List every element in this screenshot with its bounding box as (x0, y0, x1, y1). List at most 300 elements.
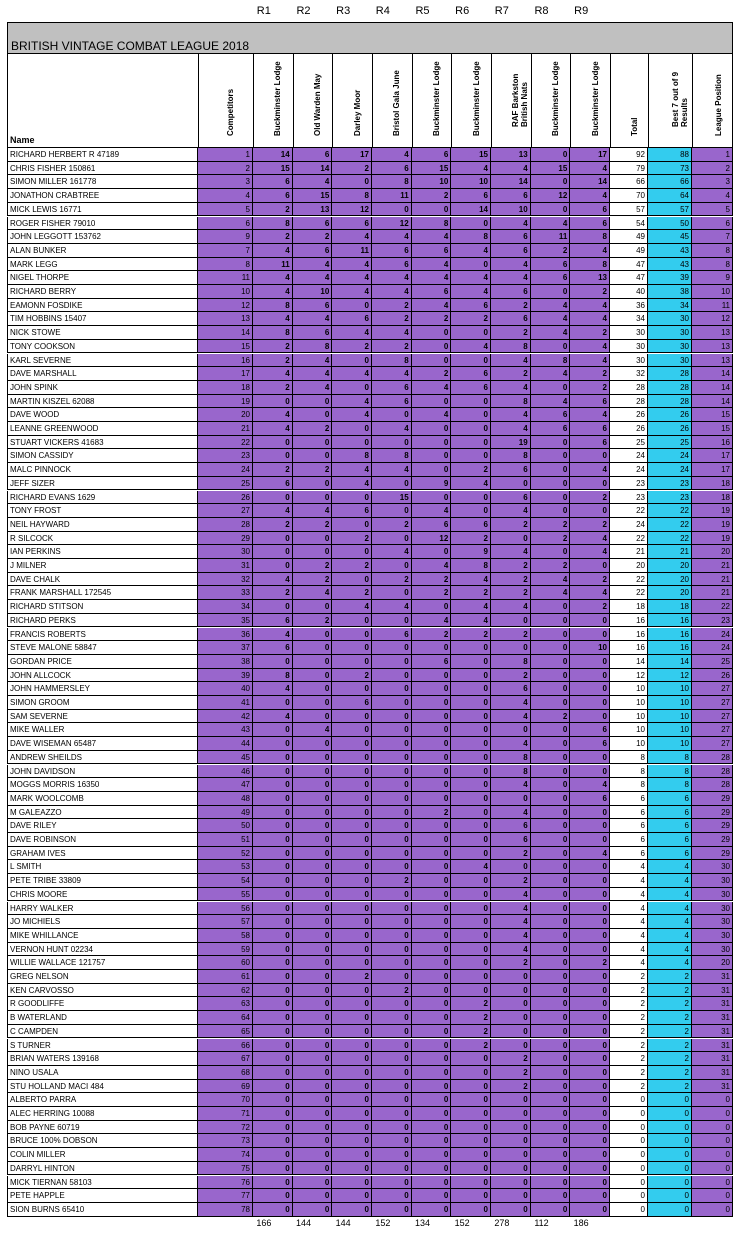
round-score-cell: 6 (292, 244, 332, 258)
competitor-number-cell: 2 (197, 162, 252, 176)
league-position-cell: 21 (691, 559, 733, 573)
competitor-name-cell: L SMITH (7, 860, 197, 874)
competitor-name-cell: RICHARD PERKS (7, 614, 197, 628)
round-score-cell: 2 (331, 586, 371, 600)
round-score-cell: 4 (411, 258, 451, 272)
total-cell: 4 (609, 874, 647, 888)
best-results-cell: 4 (647, 874, 691, 888)
round-score-cell: 15 (411, 162, 451, 176)
competitor-number-cell: 74 (197, 1148, 252, 1162)
competitor-name-cell: DAVE WISEMAN 65487 (7, 737, 197, 751)
round-score-cell: 2 (292, 614, 332, 628)
round-score-cell: 0 (569, 751, 609, 765)
round-score-cell: 2 (490, 669, 530, 683)
total-cell: 2 (609, 984, 647, 998)
table-row (7, 614, 733, 628)
round-score-cell: 10 (569, 641, 609, 655)
round-score-cell: 0 (331, 518, 371, 532)
round-total-9: 186 (573, 1218, 589, 1228)
best-results-cell: 20 (647, 559, 691, 573)
round-score-cell: 6 (569, 395, 609, 409)
total-cell: 22 (609, 504, 647, 518)
round-score-cell: 0 (411, 1052, 451, 1066)
round-score-cell: 2 (450, 1011, 490, 1025)
round-score-cell: 0 (490, 970, 530, 984)
league-position-cell: 30 (691, 860, 733, 874)
best-results-cell: 57 (647, 203, 691, 217)
total-cell: 34 (609, 312, 647, 326)
round-score-cell: 13 (292, 203, 332, 217)
total-cell: 4 (609, 888, 647, 902)
total-cell: 0 (609, 1203, 647, 1217)
round-score-cell: 4 (569, 189, 609, 203)
round-score-cell: 8 (569, 230, 609, 244)
round-score-cell: 4 (371, 285, 411, 299)
total-cell: 22 (609, 532, 647, 546)
total-cell: 24 (609, 449, 647, 463)
competitor-number-cell: 12 (197, 299, 252, 313)
round-score-cell: 6 (331, 504, 371, 518)
round-score-cell: 0 (411, 1093, 451, 1107)
round-score-cell: 0 (331, 1107, 371, 1121)
best-results-cell: 45 (647, 230, 691, 244)
round-score-cell: 2 (490, 573, 530, 587)
competitor-number-cell: 54 (197, 874, 252, 888)
round-score-cell: 6 (292, 148, 332, 162)
competitor-name-cell: STU HOLLAND MACI 484 (7, 1080, 197, 1094)
round-score-cell: 0 (371, 586, 411, 600)
round-score-cell: 0 (252, 915, 292, 929)
league-position-cell: 4 (691, 189, 733, 203)
league-position-cell: 0 (691, 1189, 733, 1203)
league-position-cell: 3 (691, 175, 733, 189)
round-score-cell: 6 (411, 244, 451, 258)
table-row (7, 1080, 733, 1094)
round-score-cell: 0 (331, 655, 371, 669)
round-score-cell: 0 (292, 1148, 332, 1162)
round-score-cell: 0 (530, 148, 570, 162)
round-score-cell: 0 (411, 888, 451, 902)
round-score-cell: 4 (450, 244, 490, 258)
round-score-cell: 0 (371, 1066, 411, 1080)
round-score-cell: 0 (530, 1107, 570, 1121)
best-results-cell: 4 (647, 888, 691, 902)
total-cell: 30 (609, 354, 647, 368)
competitor-number-cell: 19 (197, 395, 252, 409)
round-score-cell: 0 (450, 1162, 490, 1176)
round-score-cell: 0 (411, 641, 451, 655)
round-score-cell: 0 (569, 970, 609, 984)
round-score-cell: 0 (252, 1066, 292, 1080)
round-score-cell: 0 (450, 874, 490, 888)
round-score-cell: 4 (331, 463, 371, 477)
competitor-name-cell: ALBERTO PARRA (7, 1093, 197, 1107)
total-cell: 22 (609, 573, 647, 587)
round-score-cell: 0 (569, 1189, 609, 1203)
round-score-cell: 0 (569, 860, 609, 874)
round-score-cell: 6 (569, 737, 609, 751)
competitor-name-cell: RICHARD BERRY (7, 285, 197, 299)
round-score-cell: 0 (569, 1080, 609, 1094)
round-score-cell: 2 (490, 847, 530, 861)
league-position-cell: 0 (691, 1176, 733, 1190)
round-score-cell: 4 (371, 600, 411, 614)
total-cell: 8 (609, 778, 647, 792)
competitor-name-cell: ALEC HERRING 10088 (7, 1107, 197, 1121)
round-score-cell: 0 (371, 765, 411, 779)
round-score-cell: 0 (371, 655, 411, 669)
total-cell: 2 (609, 1052, 647, 1066)
round-score-cell: 2 (292, 230, 332, 244)
round-score-cell: 0 (292, 1107, 332, 1121)
round-score-cell: 0 (411, 792, 451, 806)
round-score-cell: 4 (569, 408, 609, 422)
league-position-cell: 14 (691, 367, 733, 381)
round-score-cell: 0 (569, 929, 609, 943)
round-score-cell: 4 (371, 271, 411, 285)
round-score-cell: 4 (292, 723, 332, 737)
competitor-name-cell: GREG NELSON (7, 970, 197, 984)
round-score-cell: 0 (450, 1066, 490, 1080)
round-score-cell: 0 (569, 1039, 609, 1053)
round-score-cell: 0 (371, 1189, 411, 1203)
best-results-cell: 50 (647, 217, 691, 231)
total-cell: 0 (609, 1093, 647, 1107)
round-score-cell: 9 (411, 477, 451, 491)
round-score-cell: 0 (331, 628, 371, 642)
league-position-cell: 30 (691, 943, 733, 957)
round-score-cell: 0 (530, 1134, 570, 1148)
table-row (7, 326, 733, 340)
competitor-number-cell: 39 (197, 669, 252, 683)
round-score-cell: 0 (450, 806, 490, 820)
round-score-cell: 4 (411, 271, 451, 285)
round-score-cell: 2 (411, 189, 451, 203)
total-cell: 2 (609, 1066, 647, 1080)
round-score-cell: 4 (530, 395, 570, 409)
round-score-cell: 4 (490, 696, 530, 710)
round-score-cell: 2 (371, 573, 411, 587)
round-score-cell: 17 (331, 148, 371, 162)
table-row (7, 148, 733, 162)
round-score-cell: 8 (252, 326, 292, 340)
round-score-cell: 0 (450, 888, 490, 902)
round-score-cell: 2 (569, 956, 609, 970)
round-score-cell: 2 (371, 518, 411, 532)
total-cell: 16 (609, 628, 647, 642)
competitor-name-cell: JONATHON CRABTREE (7, 189, 197, 203)
table-row (7, 285, 733, 299)
best-results-cell: 0 (647, 1093, 691, 1107)
round-score-cell: 8 (450, 559, 490, 573)
round-score-cell: 2 (450, 1039, 490, 1053)
round-score-cell: 0 (450, 436, 490, 450)
total-cell: 0 (609, 1148, 647, 1162)
competitor-number-cell: 17 (197, 367, 252, 381)
round-score-cell: 0 (569, 806, 609, 820)
round-score-cell: 12 (371, 217, 411, 231)
total-cell: 20 (609, 559, 647, 573)
round-score-cell: 2 (450, 532, 490, 546)
round-score-cell: 0 (411, 1176, 451, 1190)
competitor-name-cell: JEFF SIZER (7, 477, 197, 491)
round-score-cell: 4 (292, 271, 332, 285)
total-cell: 25 (609, 436, 647, 450)
round-score-cell: 0 (331, 175, 371, 189)
competitor-name-cell: RICHARD STITSON (7, 600, 197, 614)
round-score-cell: 0 (411, 449, 451, 463)
round-score-cell: 0 (252, 1093, 292, 1107)
round-score-cell: 0 (450, 491, 490, 505)
round-score-cell: 0 (450, 1189, 490, 1203)
competitor-name-cell: R SILCOCK (7, 532, 197, 546)
round-score-cell: 2 (411, 586, 451, 600)
round-score-cell: 0 (331, 641, 371, 655)
round-score-cell: 0 (292, 956, 332, 970)
round-score-cell: 0 (252, 1189, 292, 1203)
round-score-cell: 0 (252, 984, 292, 998)
competitor-number-cell: 48 (197, 792, 252, 806)
league-position-cell: 30 (691, 915, 733, 929)
round-score-cell: 6 (331, 696, 371, 710)
round-score-cell: 0 (450, 1148, 490, 1162)
round-score-cell: 4 (490, 902, 530, 916)
competitor-name-cell: GRAHAM IVES (7, 847, 197, 861)
column-header-row (7, 54, 733, 148)
total-cell: 2 (609, 1025, 647, 1039)
round-score-cell: 0 (530, 970, 570, 984)
table-row (7, 422, 733, 436)
round-3-column-header: Darley Moor (332, 54, 372, 148)
round-score-cell: 0 (331, 1052, 371, 1066)
table-row (7, 682, 733, 696)
round-score-cell: 0 (530, 888, 570, 902)
round-score-cell: 0 (331, 888, 371, 902)
best-results-cell: 25 (647, 436, 691, 450)
round-score-cell: 0 (530, 628, 570, 642)
round-score-cell: 4 (292, 312, 332, 326)
round-score-cell: 6 (569, 217, 609, 231)
round-score-cell: 0 (530, 1011, 570, 1025)
round-score-cell: 0 (569, 1107, 609, 1121)
competitor-name-cell: VERNON HUNT 02234 (7, 943, 197, 957)
total-cell: 28 (609, 381, 647, 395)
table-row (7, 258, 733, 272)
round-score-cell: 0 (292, 1093, 332, 1107)
round-score-cell: 0 (371, 778, 411, 792)
round-score-cell: 0 (569, 902, 609, 916)
round-score-cell: 0 (331, 710, 371, 724)
round-score-cell: 6 (490, 491, 530, 505)
round-score-cell: 6 (490, 833, 530, 847)
round-score-cell: 0 (292, 915, 332, 929)
round-score-cell: 0 (292, 847, 332, 861)
league-position-cell: 17 (691, 449, 733, 463)
competitor-name-cell: SIMON GROOM (7, 696, 197, 710)
round-score-cell: 2 (411, 573, 451, 587)
table-row (7, 723, 733, 737)
league-position-cell: 28 (691, 765, 733, 779)
total-cell: 49 (609, 244, 647, 258)
round-score-cell: 0 (292, 929, 332, 943)
total-cell: 26 (609, 422, 647, 436)
round-score-cell: 4 (450, 271, 490, 285)
round-score-cell: 0 (252, 792, 292, 806)
total-cell: 4 (609, 860, 647, 874)
round-score-cell: 0 (252, 970, 292, 984)
round-score-cell: 10 (490, 203, 530, 217)
round-score-cell: 0 (371, 956, 411, 970)
round-score-cell: 4 (252, 682, 292, 696)
best-results-cell: 2 (647, 1011, 691, 1025)
round-score-cell: 0 (530, 655, 570, 669)
table-row (7, 217, 733, 231)
table-row (7, 628, 733, 642)
round-score-cell: 4 (450, 573, 490, 587)
round-score-cell: 8 (569, 258, 609, 272)
competitor-name-cell: M GALEAZZO (7, 806, 197, 820)
round-score-cell: 2 (331, 340, 371, 354)
league-position-cell: 27 (691, 737, 733, 751)
competitor-number-cell: 46 (197, 765, 252, 779)
round-score-cell: 0 (292, 737, 332, 751)
round-score-cell: 0 (411, 1025, 451, 1039)
round-score-cell: 8 (252, 299, 292, 313)
best-results-cell: 0 (647, 1203, 691, 1217)
round-score-cell: 0 (569, 449, 609, 463)
competitor-number-cell: 47 (197, 778, 252, 792)
round-score-cell: 11 (331, 244, 371, 258)
round-score-cell: 4 (252, 244, 292, 258)
round-score-cell: 0 (411, 669, 451, 683)
competitor-name-cell: KEN CARVOSSO (7, 984, 197, 998)
competitor-number-cell: 13 (197, 312, 252, 326)
round-score-cell: 0 (530, 860, 570, 874)
round-score-cell: 6 (490, 312, 530, 326)
total-cell: 47 (609, 271, 647, 285)
best-results-cell: 28 (647, 367, 691, 381)
league-position-cell: 31 (691, 970, 733, 984)
round-score-cell: 0 (371, 1148, 411, 1162)
round-score-cell: 4 (569, 162, 609, 176)
total-cell: 10 (609, 682, 647, 696)
round-score-cell: 0 (530, 285, 570, 299)
competitor-name-cell: ANDREW SHEILDS (7, 751, 197, 765)
round-score-cell: 4 (490, 381, 530, 395)
round-score-cell: 6 (252, 189, 292, 203)
round-score-cell: 4 (569, 299, 609, 313)
round-label-7: R7 (494, 5, 509, 17)
best-results-cell: 6 (647, 833, 691, 847)
round-score-cell: 0 (569, 915, 609, 929)
competitor-number-cell: 28 (197, 518, 252, 532)
round-score-cell: 0 (252, 751, 292, 765)
round-score-cell: 0 (530, 1039, 570, 1053)
round-score-cell: 0 (252, 1039, 292, 1053)
round-score-cell: 4 (490, 806, 530, 820)
round-score-cell: 0 (450, 737, 490, 751)
competitor-name-cell: MIKE WALLER (7, 723, 197, 737)
round-score-cell: 0 (411, 860, 451, 874)
round-score-cell: 0 (331, 984, 371, 998)
round-score-cell: 0 (569, 874, 609, 888)
round-score-cell: 0 (331, 422, 371, 436)
round-score-cell: 0 (292, 943, 332, 957)
round-score-cell: 0 (252, 806, 292, 820)
total-cell: 0 (609, 1134, 647, 1148)
competitor-number-cell: 64 (197, 1011, 252, 1025)
round-score-cell: 0 (411, 1189, 451, 1203)
round-score-cell: 0 (331, 943, 371, 957)
table-row (7, 1093, 733, 1107)
table-row (7, 463, 733, 477)
competitor-name-cell: IAN PERKINS (7, 545, 197, 559)
round-score-cell: 2 (411, 312, 451, 326)
total-cell: 2 (609, 970, 647, 984)
best-results-cell: 18 (647, 600, 691, 614)
round-score-cell: 2 (530, 518, 570, 532)
round-score-cell: 2 (450, 312, 490, 326)
round-score-cell: 13 (490, 148, 530, 162)
round-score-cell: 0 (450, 723, 490, 737)
column-totals-row (0, 1218, 736, 1232)
round-score-cell: 0 (292, 1134, 332, 1148)
round-score-cell: 4 (252, 408, 292, 422)
competitor-number-cell: 69 (197, 1080, 252, 1094)
round-score-cell: 0 (530, 943, 570, 957)
round-score-cell: 8 (331, 449, 371, 463)
round-score-cell: 0 (569, 819, 609, 833)
table-row (7, 943, 733, 957)
league-position-cell: 26 (691, 669, 733, 683)
best-results-cell: 24 (647, 463, 691, 477)
round-score-cell: 0 (252, 874, 292, 888)
best-results-cell: 2 (647, 970, 691, 984)
round-score-cell: 0 (490, 641, 530, 655)
competitor-number-cell: 36 (197, 628, 252, 642)
league-position-cell: 0 (691, 1162, 733, 1176)
round-score-cell: 4 (569, 354, 609, 368)
round-score-cell: 8 (371, 175, 411, 189)
round-score-cell: 0 (292, 984, 332, 998)
round-score-cell: 0 (252, 1080, 292, 1094)
competitor-name-cell: FRANCIS ROBERTS (7, 628, 197, 642)
round-score-cell: 0 (292, 997, 332, 1011)
competitor-number-cell: 7 (197, 244, 252, 258)
round-score-cell: 0 (411, 463, 451, 477)
round-score-cell: 0 (411, 984, 451, 998)
competitor-number-cell: 60 (197, 956, 252, 970)
round-score-cell: 6 (450, 189, 490, 203)
round-5-column-header: Buckminster Lodge (412, 54, 452, 148)
round-score-cell: 2 (371, 874, 411, 888)
round-score-cell: 0 (450, 655, 490, 669)
best-results-cell: 16 (647, 628, 691, 642)
competitor-number-cell: 20 (197, 408, 252, 422)
league-position-cell: 29 (691, 792, 733, 806)
competitor-name-cell: JO MICHIELS (7, 915, 197, 929)
table-row (7, 1121, 733, 1135)
round-score-cell: 2 (331, 559, 371, 573)
round-label-5: R5 (415, 5, 430, 17)
round-score-cell: 0 (490, 1093, 530, 1107)
best-results-cell: 30 (647, 354, 691, 368)
round-score-cell: 0 (490, 792, 530, 806)
round-score-cell: 2 (530, 559, 570, 573)
competitor-name-cell: JOHN ALLCOCK (7, 669, 197, 683)
best-results-cell: 20 (647, 586, 691, 600)
table-row (7, 751, 733, 765)
